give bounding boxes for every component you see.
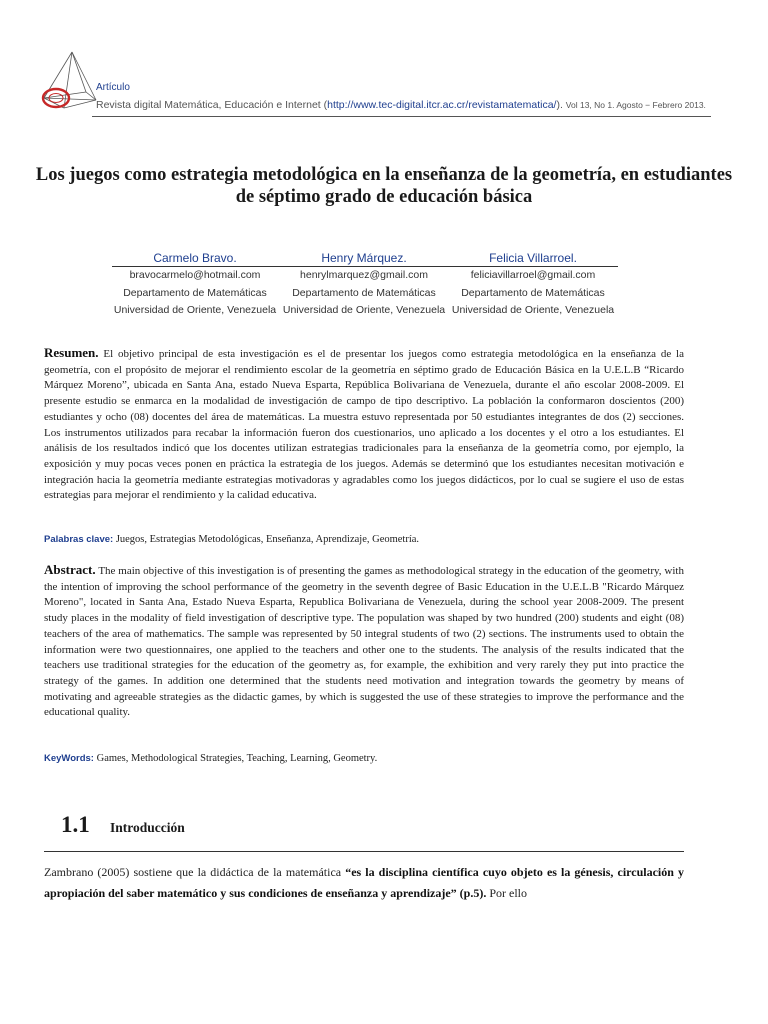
author-block: [448, 249, 618, 320]
author-name: Henry Márquez.: [321, 251, 407, 265]
section-number: 1.1: [61, 812, 90, 837]
palabras-clave: [44, 534, 684, 545]
palabras-clave-label: Palabras clave:: [44, 534, 114, 545]
resumen-paragraph: [44, 345, 684, 504]
volume-info: Vol 13, No 1. Agosto − Febrero 2013.: [565, 100, 706, 110]
intro-text-end: Por ello: [486, 886, 528, 900]
intro-text-start: Zambrano (2005) sostiene que la didáctica de la matemática: [44, 865, 346, 879]
resumen-label: Resumen.: [44, 345, 99, 360]
journal-url-link[interactable]: http://www.tec-digital.itcr.ac.cr/revistamatematica/: [327, 99, 557, 111]
author-university: Universidad de Oriente, Venezuela: [113, 304, 277, 316]
author-email[interactable]: bravocarmelo@hotmail.com: [129, 269, 261, 281]
author-department: Departamento de Matemáticas: [123, 286, 267, 299]
palabras-clave-text: Juegos, Estrategias Metodológicas, Enseñanza, Aprendizaje, Geometría.: [115, 534, 420, 545]
abstract-text: The main objective of this investigation is of presenting the games as methodological strategy in the education of the geometry, with the intention of improving the school performance of the geometry in the seventh degree of Basic Education in the U.E.L.B "Ricardo Márquez Moreno", located in Santa Ana, Estado Nueva Esparta, Republica Bolivariana de Venezuela, during the school year 2008-2009. The present study places in the modality of field investigation of descriptive type. The population was shaped by two hundred (200) students and eight (08) teachers of the area of mathematics. The sample was represented by 50 integral students of two (2) sections. The instruments used to obtain the information were two questionnaires, one applied to the teachers and other one to the students. The analysis of the results indicated that the teachers use traditional strategies for the education of the geometry as, for example, the exhibition and very rarely they put into practice the strategy of the games. In addition one determined that the students need motivation and integration towards the geometry by means of motivating and agreeable strategies as the didactic games, by which is suggested the use of these strategies to improve the performance and the educational quality.: [44, 565, 684, 719]
journal-logo-icon: [34, 48, 104, 114]
abstract-paragraph: [44, 562, 684, 721]
keywords-label: KeyWords:: [44, 753, 94, 764]
author-university: Universidad de Oriente, Venezuela: [451, 304, 615, 316]
header-divider: [92, 116, 711, 117]
keywords: [44, 753, 684, 764]
intro-paragraph: [44, 862, 684, 904]
section-label: Artículo: [96, 82, 130, 93]
resumen-text: El objetivo principal de esta investigación es el de presentar los juegos como estrategia metodológica en la enseñanza de la geometría, con el propósito de mejorar el rendimiento escolar de la geometría en séptimo grado de Educación Básica en la U.E.L.B “Ricardo Márquez Moreno”, ubicada en Santa Ana, estado Nueva Esparta, República Bolivariana de Venezuela, durante el año escolar 2008-2009. El presente estudio se enmarca en la modalidad de investigación de campo de tipo descriptivo. La población la conformaron doscientos (200) estudiantes y ocho (08) docentes del área de matemáticas. La muestra estuvo representada por 50 estudiantes integrantes de dos (2) secciones. Los instrumentos utilizados para recabar la información fueron dos cuestionarios, uno aplicado a los docentes y el otro a los estudiantes. El análisis de los resultados indicó que los docentes utilizan estrategias tradicionales para la enseñanza de la geometría como, por ejemplo, la exposición y muy pocas veces ponen en práctica la estrategia de los juegos. Además se determinó que los estudiantes necesitan motivación e integración hacia la geometría mediante estrategias motivadoras y agradables como los juegos didácticos, por lo cual se sugiere el uso de estas estrategias para mejorar el rendimiento y la calidad educativa.: [44, 348, 684, 502]
author-department: Departamento de Matemáticas: [292, 286, 436, 299]
author-email[interactable]: feliciavillarroel@gmail.com: [470, 269, 596, 281]
section-title: Introducción: [110, 820, 185, 835]
journal-line: Revista digital Matemática, Educación e Internet (http://www.tec-digital.itcr.ac.cr/revistamatematica/). Vol 13, No 1. Agosto − Febrero 2013.: [96, 99, 706, 111]
author-name: Felicia Villarroel.: [489, 251, 577, 265]
author-university: Universidad de Oriente, Venezuela: [282, 304, 446, 316]
journal-name: Revista digital Matemática, Educación e Internet: [96, 99, 321, 111]
author-block: [279, 249, 449, 320]
section-divider: [44, 851, 684, 852]
abstract-label: Abstract.: [44, 562, 96, 577]
author-block: [110, 249, 280, 320]
author-email[interactable]: henrylmarquez@gmail.com: [300, 269, 428, 281]
intro-quote: “es la disciplina científica cuyo objeto es la génesis, circulación y apropiación del saber matemático y sus condiciones de enseñanza y aprendizaje” (p.5).: [44, 865, 685, 900]
authors-divider: [112, 266, 618, 267]
author-department: Departamento de Matemáticas: [461, 286, 605, 299]
paper-title: Los juegos como estrategia metodológica en la enseñanza de la geometría, en estudiantes de séptimo grado de educación básica: [35, 165, 733, 207]
keywords-text: Games, Methodological Strategies, Teaching, Learning, Geometry.: [96, 753, 378, 764]
author-name: Carmelo Bravo.: [153, 251, 237, 265]
